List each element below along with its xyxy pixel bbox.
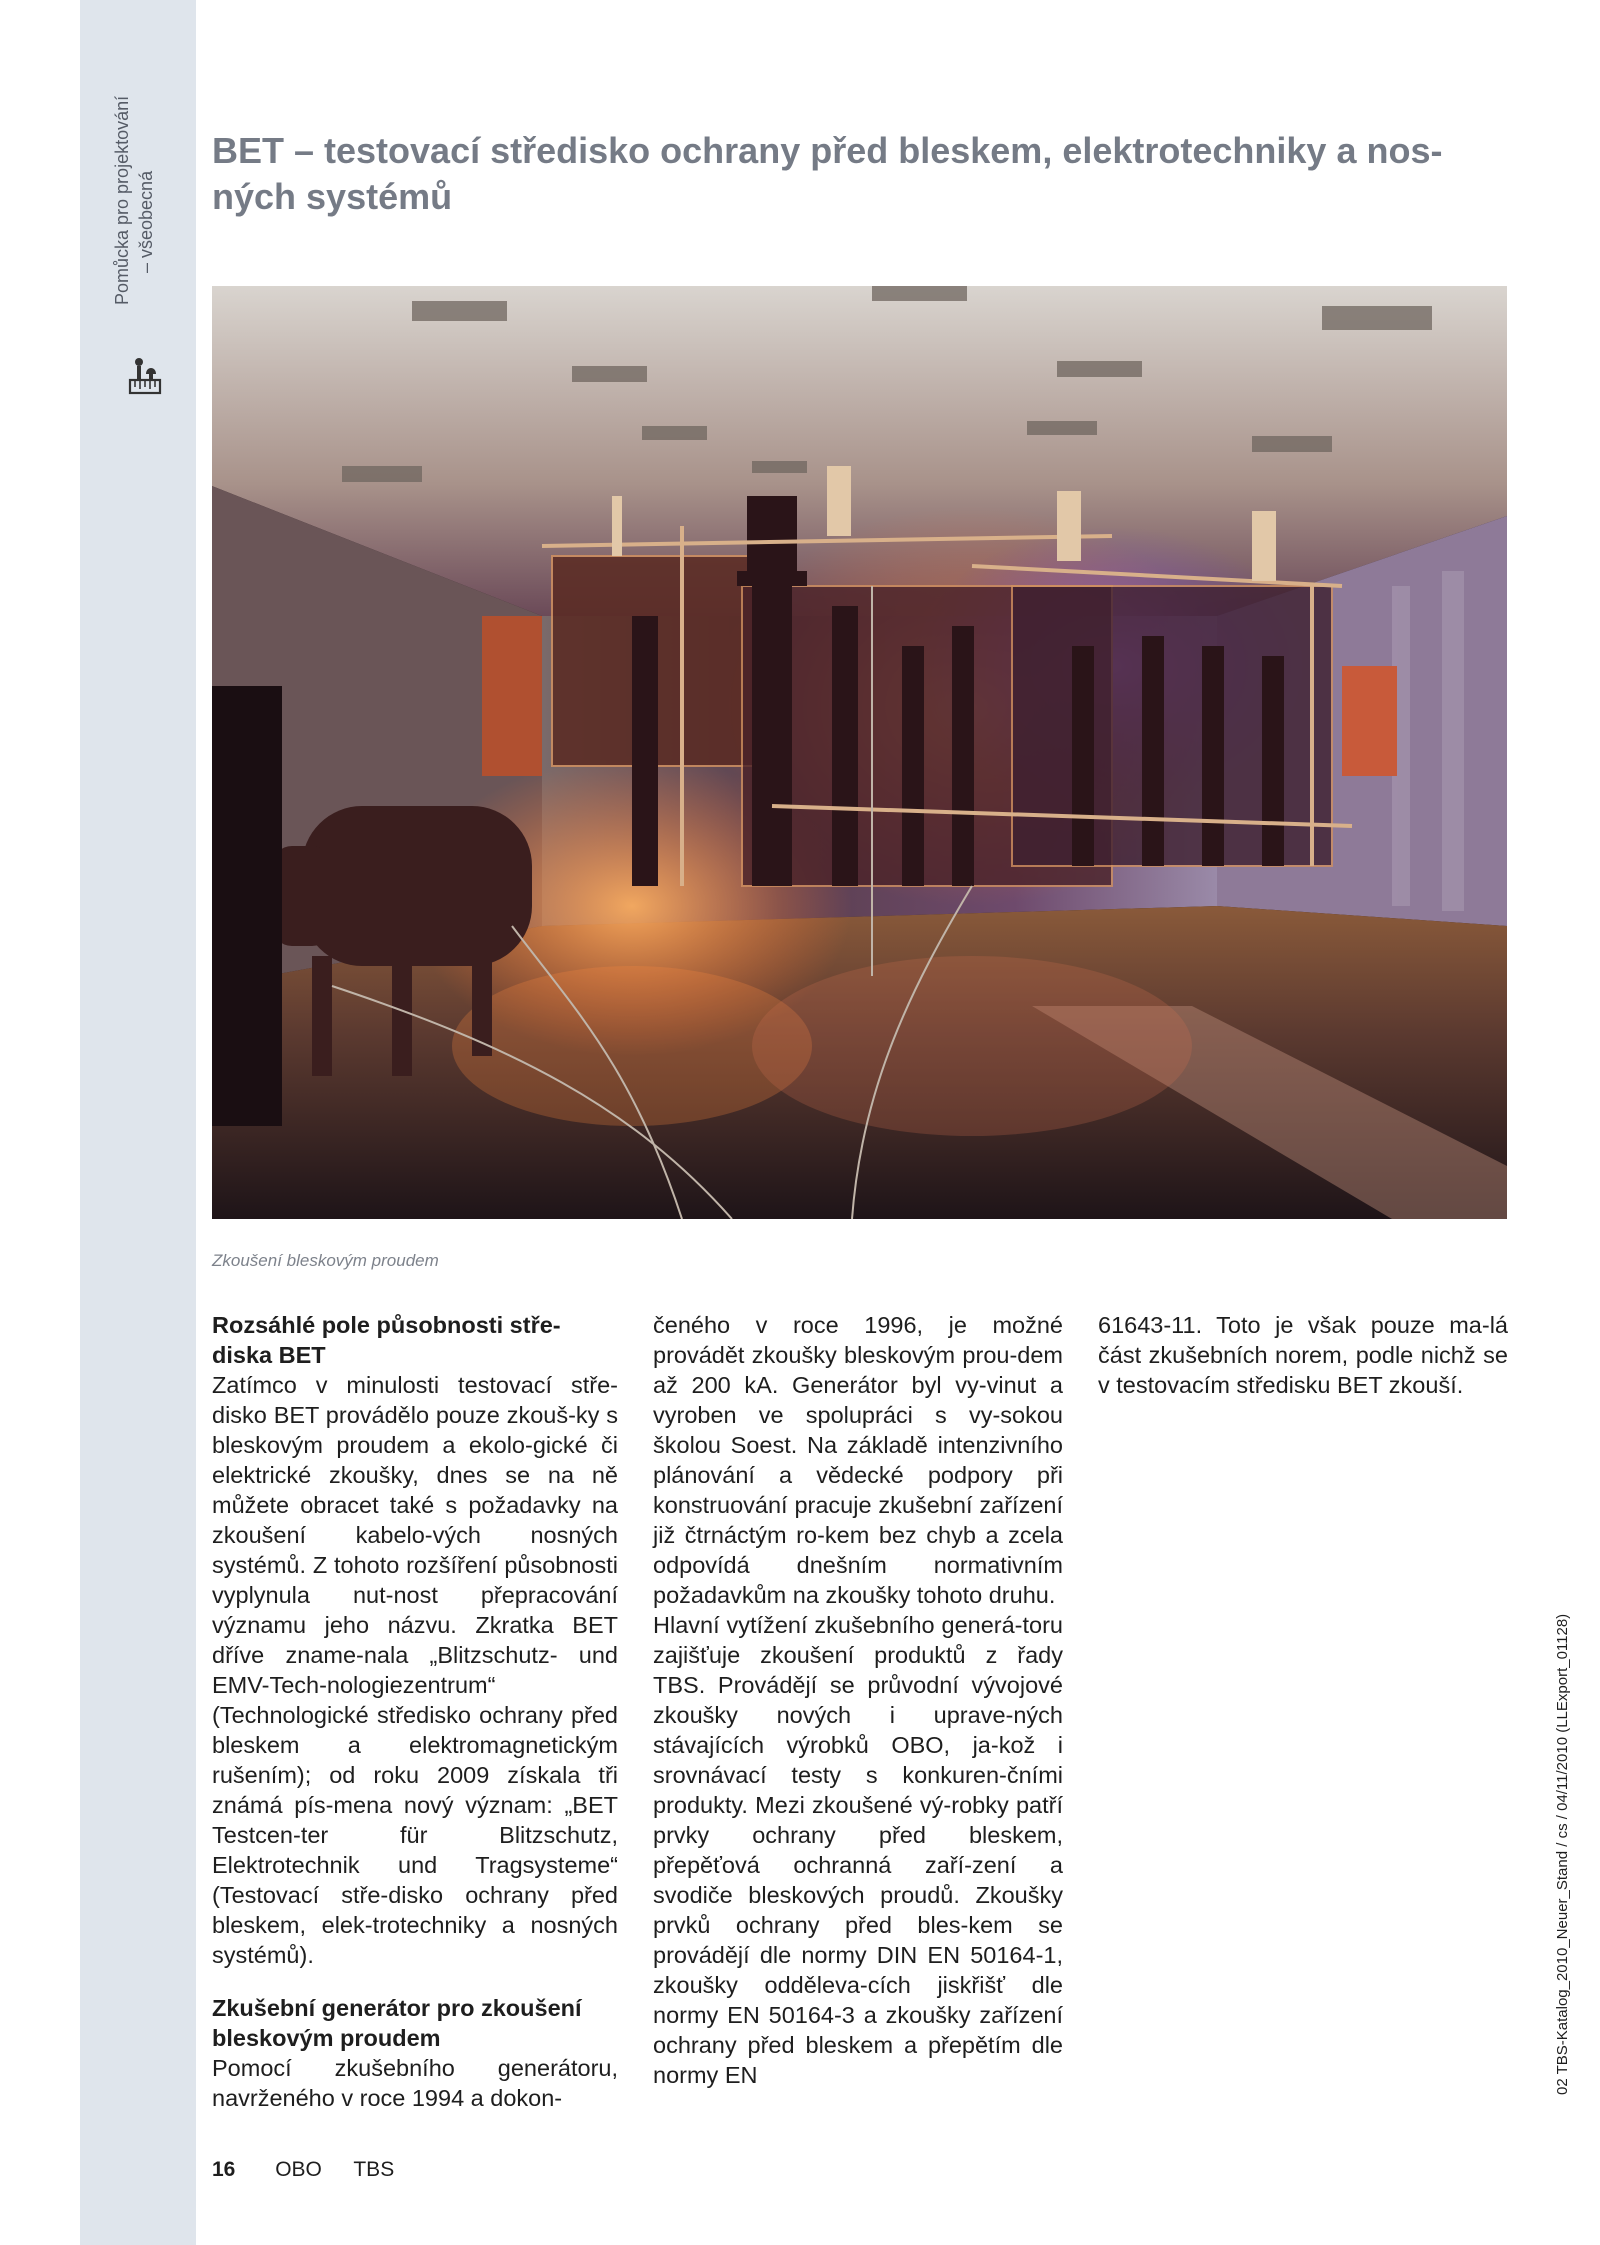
side-band (80, 0, 196, 2245)
section1-paragraph: Zatímco v minulosti testovací stře-disko BET provádělo pouze zkouš-ky s bleskovým proudem a ekolo-gické či elektrické zkoušky, dnes se na ně můžete obracet také s požadavky na zkoušení kabelo-vých nosných systémů. Z tohoto rozšíření působnosti vyplynula nut-nost přepracování významu jeho názvu. Zkratka BET dříve zname-nala „Blitzschutz- und EMV-Tech-nologiezentrum“ (Technologické středisko ochrany před bleskem a elektromagnetickým rušením); od roku 2009 získala tři známá pís-mena nový význam: „BET Testcen-ter für Blitzschutz, Elektrotechnik und Tragsysteme“ (Testovací stře-disko ochrany před bleskem, elek-trotechniky a nosných systémů). (212, 1372, 618, 1968)
page-title: BET – testovací středisko ochrany před bleskem, elektrotechniky a nos-ných systémů (212, 130, 1443, 217)
side-meta-label: 02 TBS-Katalog_2010_Neuer_Stand / cs / 04/11/2010 (LLExport_01128) (1554, 1613, 1571, 2095)
text-column-1 (212, 1310, 618, 2113)
section2-paragraph-cont: čeného v roce 1996, je možné provádět zkoušky bleskovým prou-dem až 200 kA. Generátor byl vy-vinut a vyroben ve spolupráci s vy-sokou školou Soest. Na základě intenzivního plánování a vědecké podpory při konstruování pracuje zkušební zařízení již čtrnáctým ro-kem bez chyb a zcela odpovídá dnešním normativním požadavkům na zkoušky tohoto druhu. (653, 1312, 1063, 1608)
section2-paragraph-2: Hlavní vytížení zkušebního generá-toru zajišťuje zkoušení produktů z řady TBS. Provádějí se průvodní vývojové zkoušky nových i uprave-ných stávajících výrobků OBO, ja-kož i srovnávací testy s konkuren-čními produkty. Mezi zkoušené vý-robky patří prvky ochrany před bleskem, přepěťová ochranná zaří-zení a svodiče bleskových proudů. Zkoušky prvků ochrany před bles-kem se provádějí dle normy DIN EN 50164-1, zkoušky odděleva-cích jiskřišť dle normy EN 50164-3 a zkoušky zařízení ochrany před bleskem a přepětím dle normy EN (653, 1612, 1063, 2088)
text-column-3 (1098, 1310, 1508, 1400)
sidebar-label-line2: – všeobecná (136, 170, 156, 273)
section2-paragraph-end: 61643-11. Toto je však pouze ma-lá část zkušebních norem, podle nichž se v testovacím středisku BET zkouší. (1098, 1312, 1508, 1398)
measuring-tool-icon (128, 357, 162, 397)
sidebar-label-line1: Pomůcka pro projektování (112, 95, 132, 305)
section2-paragraph-start: Pomocí zkušebního generátoru, navrženého v roce 1994 a dokon- (212, 2055, 618, 2111)
page-footer (212, 2158, 420, 2182)
figure-caption: Zkoušení bleskovým proudem (212, 1251, 439, 1270)
lightning-test-lab-photo (212, 286, 1507, 1219)
text-column-2 (653, 1310, 1063, 2090)
section1-heading: Rozsáhlé pole působnosti stře-diska BET (212, 1312, 561, 1368)
sidebar-section-label (110, 96, 158, 305)
section2-heading: Zkušební generátor pro zkoušení bleskovým proudem (212, 1995, 582, 2051)
footer-product: TBS (353, 2158, 395, 2181)
footer-brand: OBO (275, 2158, 322, 2181)
page-number: 16 (212, 2158, 236, 2181)
